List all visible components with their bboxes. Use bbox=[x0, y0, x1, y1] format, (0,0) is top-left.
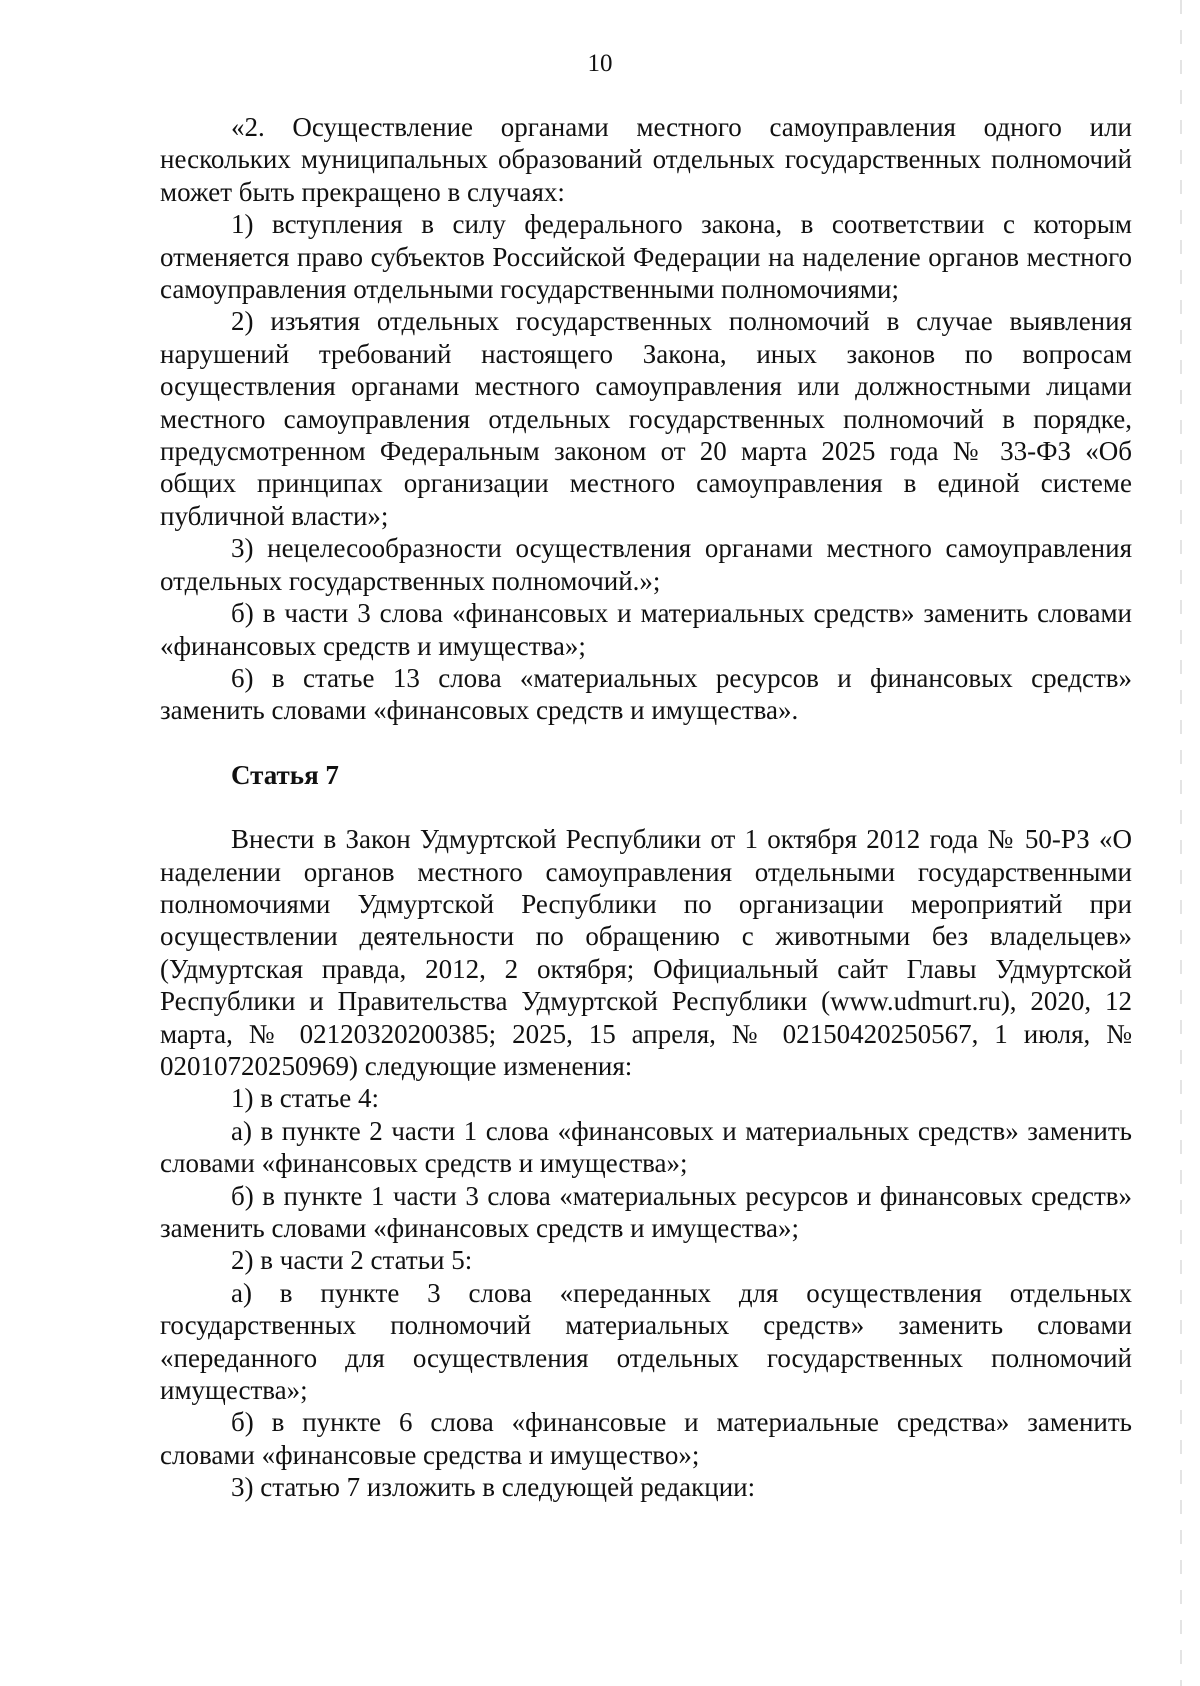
paragraph: 2) в части 2 статьи 5: bbox=[231, 1245, 473, 1276]
paragraph: 6) в статье 13 слова «материальных ресурсов и финансовых средств» заменить словами «финансовых средств и имущества». bbox=[160, 662, 1132, 726]
paragraph: а) в пункте 2 части 1 слова «финансовых и материальных средств» заменить словами «финансовых средств и имущества»; bbox=[160, 1115, 1132, 1179]
article-heading: Статья 7 bbox=[231, 759, 339, 790]
page-number: 10 bbox=[587, 50, 613, 77]
paragraph: 1) в статье 4: bbox=[231, 1083, 379, 1114]
paragraph: 3) статью 7 изложить в следующей редакции: bbox=[231, 1472, 756, 1503]
paragraph: «2. Осуществление органами местного самоуправления одного или нескольких муниципальных образований отдельных государственных полномочий может быть прекращено в случаях: bbox=[160, 112, 1132, 207]
paragraph: а) в пункте 3 слова «переданных для осуществления отдельных государственных полномочий материальных средств» заменить словами «переданного для осуществления отдельных государственных полномочий имущества»; bbox=[160, 1277, 1132, 1406]
paragraph: 1) вступления в силу федерального закона, в соответствии с которым отменяется право субъектов Российской Федерации на наделение органов местного самоуправления отдельными государственными полномочиями; bbox=[160, 209, 1132, 305]
paragraph: б) в пункте 1 части 3 слова «материальных ресурсов и финансовых средств» заменить словами «финансовых средств и имущества»; bbox=[160, 1180, 1132, 1243]
paragraph: б) в части 3 слова «финансовых и материальных средств» заменить словами «финансовых средств и имущества»; bbox=[160, 598, 1132, 661]
document-body bbox=[160, 111, 1132, 1504]
paragraph: 2) изъятия отдельных государственных полномочий в случае выявления нарушений требований настоящего Закона, иных законов по вопросам осуществления органами местного самоуправления или должностными лицами местного самоуправления отдельных государственных полномочий в порядке, предусмотренном Федеральным законом от 20 марта 2025 года № 33-ФЗ «Об общих принципах организации местного самоуправления в единой системе публичной власти»; bbox=[160, 306, 1132, 531]
paragraph: 3) нецелесообразности осуществления органами местного самоуправления отдельных государственных полномочий.»; bbox=[160, 533, 1132, 596]
scan-edge-mark bbox=[1180, 0, 1182, 1686]
paragraph: Внести в Закон Удмуртской Республики от 1 октября 2012 года № 50-РЗ «О наделении органов местного самоуправления отдельными государственными полномочиями Удмуртской Республики по организации мероприятий при осуществлении деятельности по обращению с животными без владельцев» (Удмуртская правда, 2012, 2 октября; Официальный сайт Главы Удмуртской Республики и Правительства Удмуртской Республики (www.udmurt.ru), 2020, 12 марта, № 02120320200385; 2025, 15 апреля, № 02150420250567, 1 июля, № 02010720250969) следующие изменения: bbox=[160, 824, 1132, 1081]
paragraph: б) в пункте 6 слова «финансовые и материальные средства» заменить словами «финансовые средства и имущество»; bbox=[160, 1407, 1132, 1470]
